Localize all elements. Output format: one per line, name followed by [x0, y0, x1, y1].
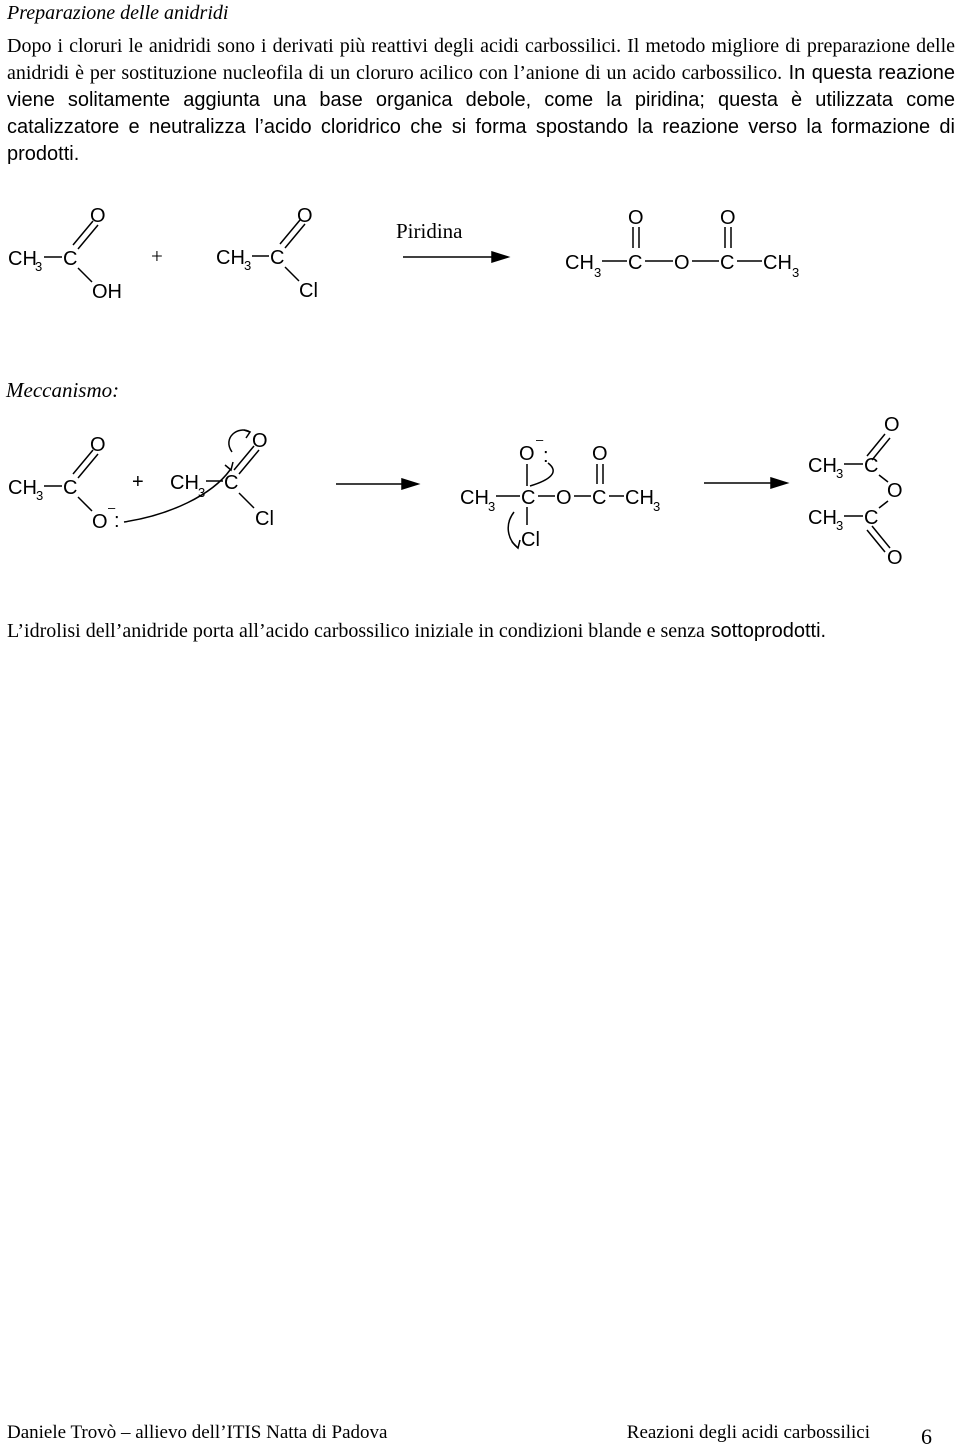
acetate-anion-structure: [8, 434, 120, 533]
chlorine-label: Cl: [299, 280, 318, 302]
subscript-3: 3: [198, 485, 206, 500]
subscript-3: 3: [653, 499, 661, 514]
subscript-3: 3: [488, 499, 496, 514]
lone-pair: :: [543, 445, 549, 467]
oxygen-label: O: [592, 443, 608, 465]
page-number: 6: [921, 1424, 932, 1449]
oxygen-label: O: [720, 207, 736, 229]
footer-chapter: Reazioni degli acidi carbossilici: [626, 1422, 870, 1443]
hydrolysis-text-serif: L’idrolisi dell’anidride porta all’acido carbossilico iniziale in condizioni blande e senza: [7, 620, 705, 642]
subscript-3: 3: [836, 518, 844, 533]
hydroxyl-label: OH: [92, 281, 122, 303]
carbon-label: C: [864, 507, 879, 529]
ch-label: CH: [460, 487, 489, 509]
oxygen-label: O: [252, 430, 268, 452]
subscript-3: 3: [35, 259, 43, 274]
hydrolysis-paragraph: [7, 618, 955, 645]
chloride-arrow-head: [512, 540, 520, 548]
mechanism-arrow-1: [336, 479, 418, 489]
carbonyl-arrow-head: [244, 430, 250, 438]
ch-label: CH: [763, 252, 792, 274]
subscript-3: 3: [36, 488, 44, 503]
carbon-label: C: [63, 248, 78, 270]
subscript-3: 3: [792, 265, 800, 280]
intro-text-sans: In questa reazione viene solitamente aggiunta una base organica debole, come la piridina; questa è utilizzata come catalizzatore e neutralizza l’acido cloridrico che si forma spostando la reazione verso la formazione di prodotti.: [7, 62, 955, 165]
oxygen-label: O: [90, 434, 106, 456]
oxygen-label: O: [674, 252, 690, 274]
carbon-label: C: [521, 487, 536, 509]
ch-label: CH: [808, 455, 837, 477]
chlorine-label: Cl: [521, 529, 540, 551]
plus-sign: +: [151, 244, 163, 268]
acetic-acid-structure: [8, 205, 122, 303]
carbonyl-shift-arrow: [229, 430, 250, 452]
subscript-3: 3: [594, 265, 602, 280]
ch-label: CH: [565, 252, 594, 274]
carbon-label: C: [63, 477, 78, 499]
mechanism-arrow-2: [704, 478, 787, 488]
ch-label: CH: [8, 248, 37, 270]
carbon-label: C: [270, 247, 285, 269]
negative-charge: –: [536, 432, 544, 447]
catalyst-label: Piridina: [396, 219, 463, 243]
tetrahedral-intermediate-structure: [460, 432, 660, 551]
oxygen-label: O: [887, 547, 903, 569]
ch-label: CH: [808, 507, 837, 529]
lone-pair: :: [114, 510, 120, 532]
carbon-label: C: [720, 252, 735, 274]
oxygen-label: O: [519, 443, 535, 465]
oxygen-label: O: [556, 487, 572, 509]
acetyl-chloride-structure: [216, 205, 318, 302]
intro-text-serif: Dopo i cloruri le anidridi sono i derivati più reattivi degli acidi carbossilici. Il metodo migliore di preparazione delle anidridi è per sostituzione nucleofila di un cloruro acilico con l’anione di un acido carbossilico.: [7, 35, 955, 84]
oxygen-label: O: [628, 207, 644, 229]
chlorine-label: Cl: [255, 508, 274, 530]
oxygen-label: O: [90, 205, 106, 227]
ch-label: CH: [8, 477, 37, 499]
negative-charge: –: [108, 500, 116, 515]
anhydride-product-structure: [808, 414, 903, 569]
ch-label: CH: [170, 472, 199, 494]
reaction-arrow: [403, 252, 508, 262]
acetic-anhydride-structure: [565, 207, 799, 280]
hydrolysis-text-sans: sottoprodotti.: [704, 620, 827, 642]
oxygen-label: O: [887, 480, 903, 502]
subscript-3: 3: [836, 466, 844, 481]
oxygen-label: O: [92, 511, 108, 533]
section-heading: Preparazione delle anidridi: [7, 2, 229, 24]
carbon-label: C: [592, 487, 607, 509]
oxygen-label: O: [884, 414, 900, 436]
nucleophilic-arrow-head: [225, 462, 233, 470]
reformation-arrow: [530, 463, 553, 486]
subscript-3: 3: [244, 258, 252, 273]
mechanism-label: Meccanismo:: [6, 378, 120, 402]
carbon-label: C: [864, 455, 879, 477]
ch-label: CH: [216, 247, 245, 269]
ch-label: CH: [625, 487, 654, 509]
carbon-label: C: [224, 472, 239, 494]
plus-sign: +: [132, 471, 144, 493]
footer-author: Daniele Trovò – allievo dell’ITIS Natta di Padova: [7, 1422, 388, 1443]
carbon-label: C: [628, 252, 643, 274]
oxygen-label: O: [297, 205, 313, 227]
